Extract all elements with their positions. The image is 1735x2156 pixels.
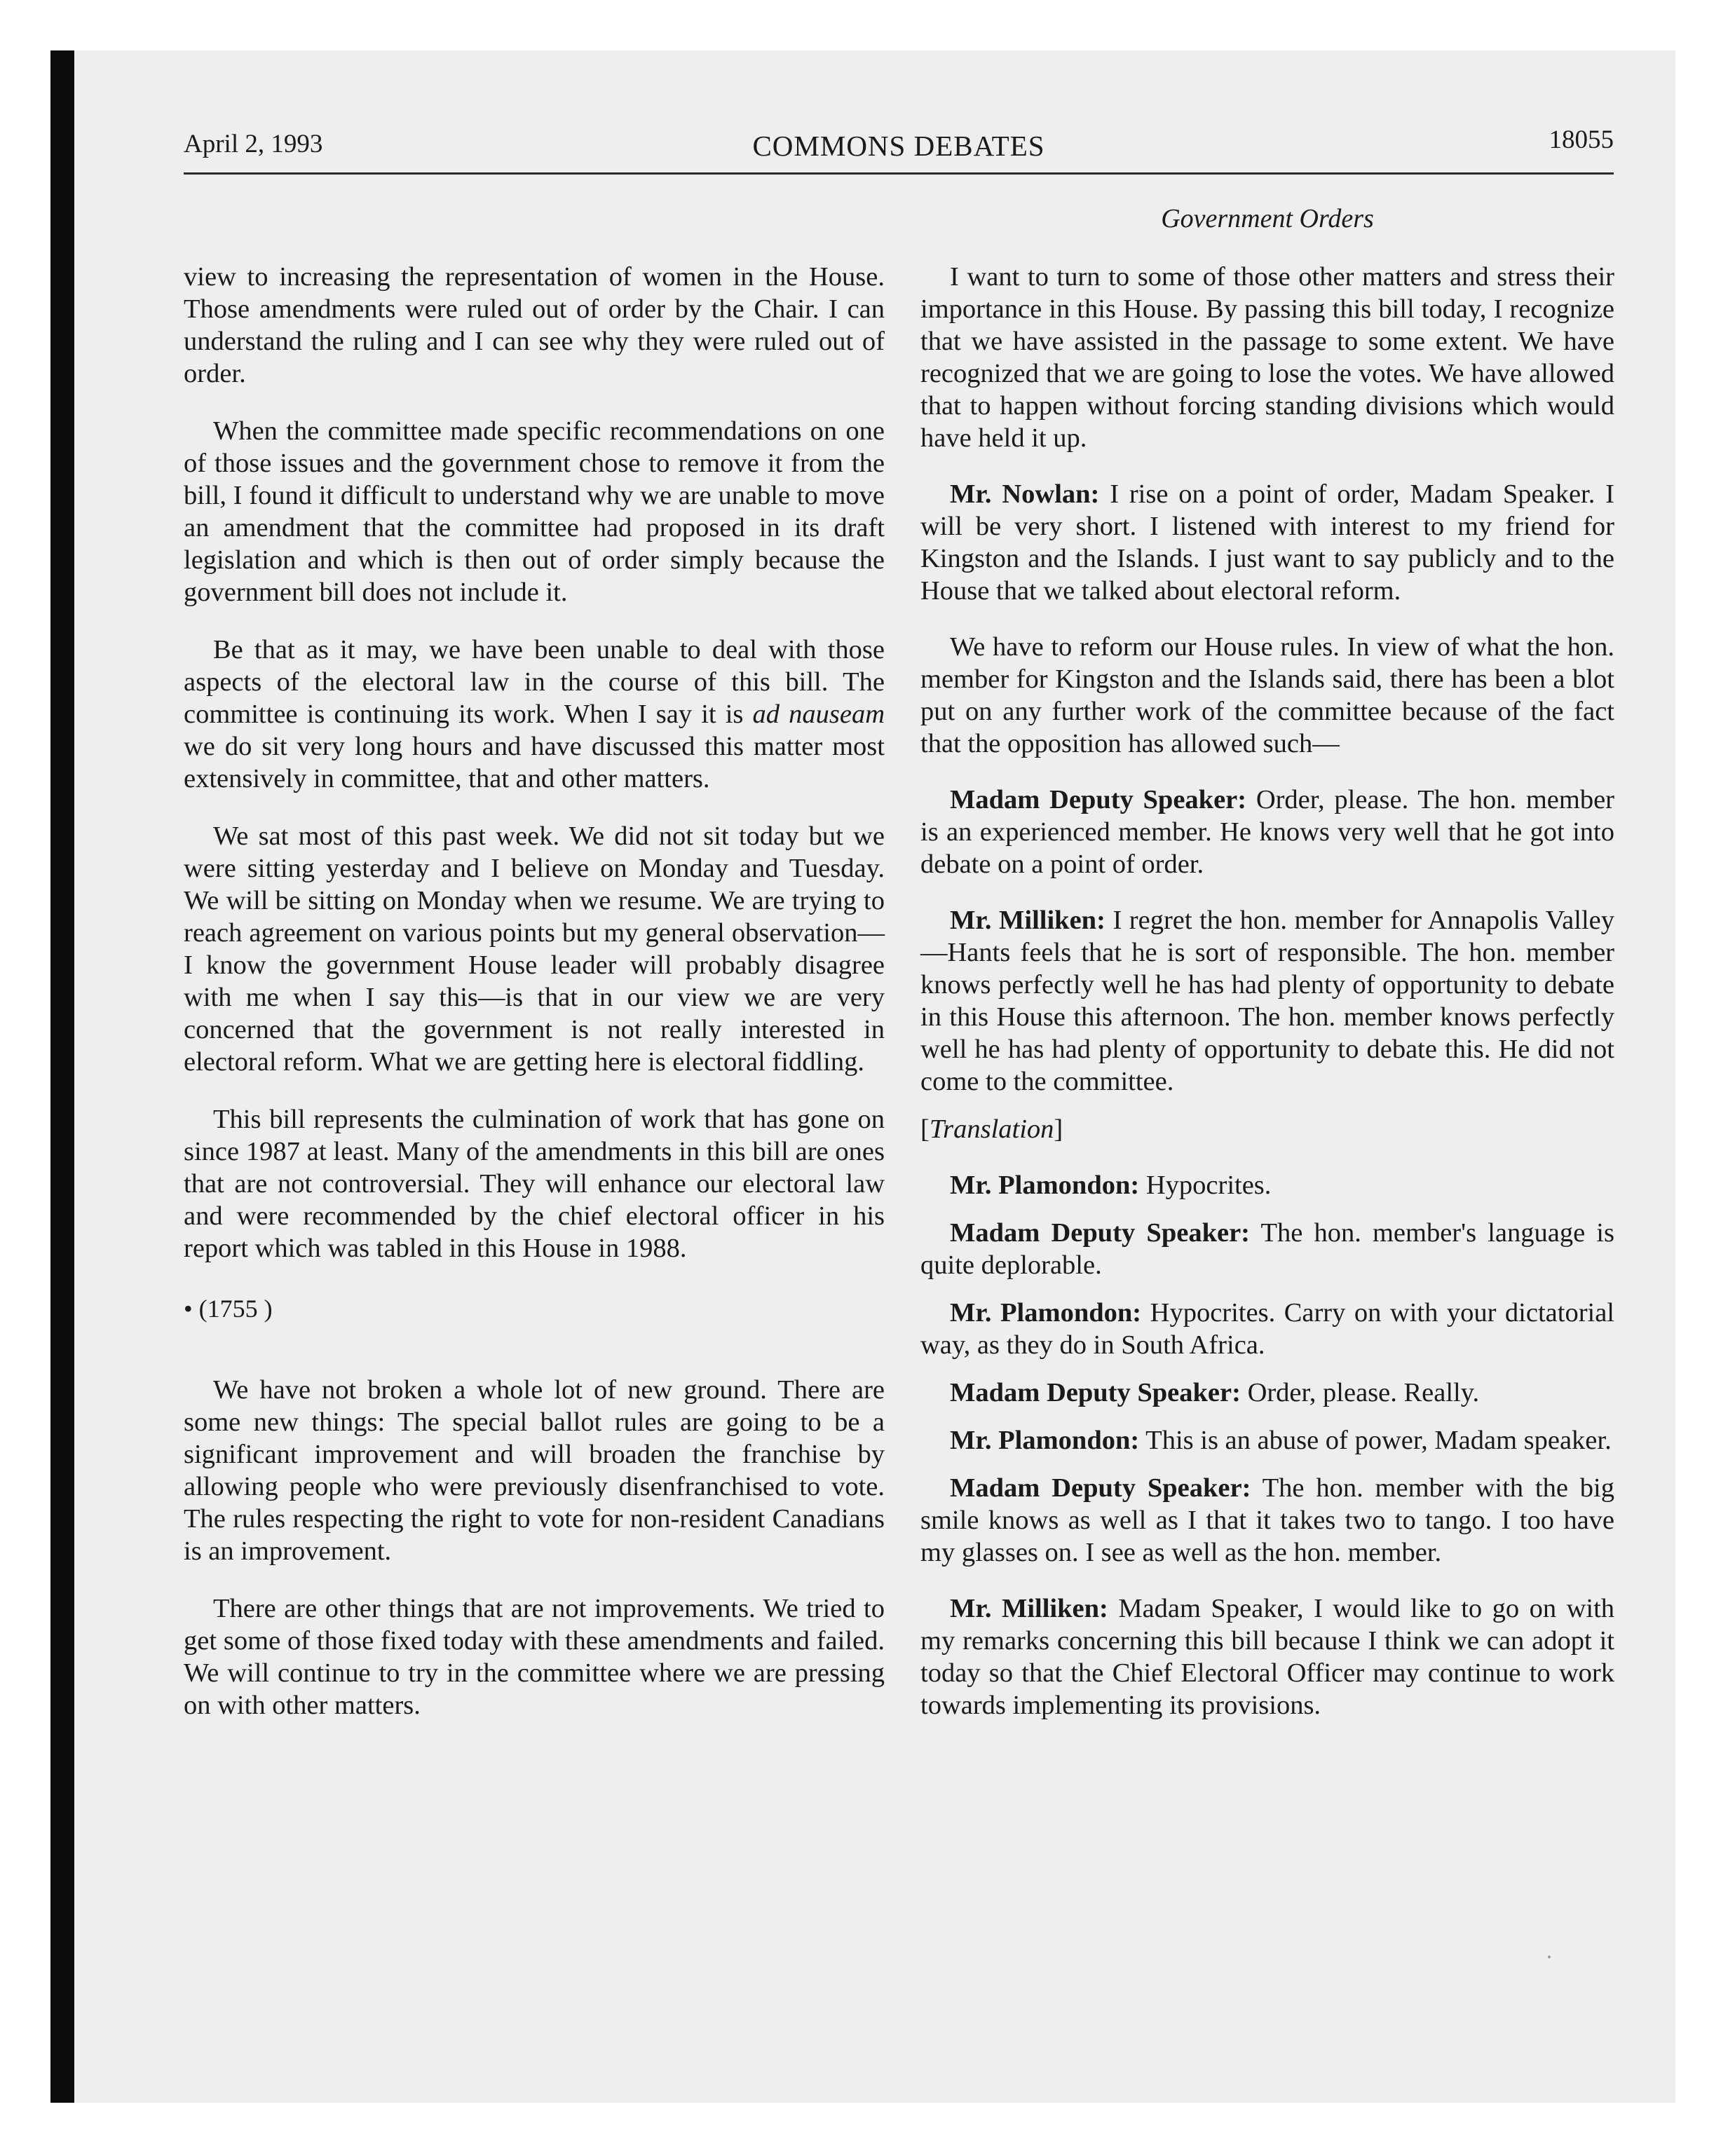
speech [920, 1169, 1614, 1201]
bracket: [ [920, 1114, 930, 1144]
speech-text: The hon. member with the big smile knows as well as I that it takes two to tango. I too have my glasses on. I see as well as the hon. member. [920, 1473, 1614, 1567]
speech-text: I regret the hon. member for Annapolis Valley—Hants feels that he is sort of responsible. The hon. member knows perfectly well he has had plenty of opportunity to debate in this House this afternoon. The hon. member knows perfectly well he has had plenty of opportunity to debate this. He did not come to the committee. [920, 906, 1614, 1096]
binding-edge [50, 50, 74, 2103]
speech [920, 784, 1614, 880]
speech [920, 904, 1614, 1098]
page-header [184, 123, 1614, 175]
speech [920, 478, 1614, 607]
translation-label: Translation [929, 1114, 1054, 1144]
left-column [184, 261, 885, 1745]
speech [920, 1377, 1614, 1409]
speaker-name: Mr. Plamondon: [950, 1426, 1140, 1455]
speech [920, 1217, 1614, 1281]
right-column [920, 261, 1614, 1745]
section-title: Government Orders [1161, 204, 1374, 233]
paragraph: I want to turn to some of those other matters and stress their importance in this House. By passing this bill today, I recognize that we have assisted in the passage to some extent. We have recognized that we are going to lose the votes. We have allowed that to happen without forcing standing divisions which would have held it up. [920, 262, 1614, 453]
paragraph-text: Be that as it may, we have been unable to deal with those aspects of the electoral law in the course of this bill. The committee is continuing its work. When I say it is [184, 635, 885, 729]
speech [920, 1592, 1614, 1721]
speaker-name: Mr. Plamondon: [950, 1171, 1140, 1200]
speech-text: I rise on a point of order, Madam Speaker. I will be very short. I listened with interest to my friend for Kingston and the Islands. I just want to say publicly and to the House that we talked about electoral reform. [920, 479, 1615, 606]
speaker-name: Mr. Milliken: [950, 1594, 1108, 1623]
speaker-name: Mr. Nowlan: [950, 479, 1100, 509]
paragraph: There are other things that are not improvements. We tried to get some of those fixed today with these amendments and failed. We will continue to try in the committee where we are pressing on with other matters. [184, 1594, 885, 1720]
paragraph: We have not broken a whole lot of new ground. There are some new things: The special ballot rules are going to be a significant improvement and will broaden the franchise by allowing people who were previously disenfranchised to vote. The rules respecting the right to vote for non-resident Canadians is an improvement. [184, 1375, 885, 1566]
scan-speck [1548, 1956, 1551, 1958]
timestamp-marker: • (1755 ) [184, 1295, 273, 1323]
speaker-name: Mr. Milliken: [950, 906, 1105, 935]
speech-text: The hon. member's language is quite deplorable. [920, 1218, 1614, 1280]
speech-text: Hypocrites. Carry on with your dictatorial way, as they do in South Africa. [920, 1298, 1615, 1360]
speaker-name: Madam Deputy Speaker: [950, 1378, 1241, 1407]
header-date: April 2, 1993 [184, 130, 323, 158]
speech-text: Order, please. Really. [1247, 1378, 1480, 1407]
paragraph: We have to reform our House rules. In view of what the hon. member for Kingston and the Islands said, there has been a blot put on any further work of the committee because of the fact that the opposition has allowed such— [920, 632, 1614, 758]
speaker-name: Madam Deputy Speaker: [950, 1473, 1251, 1503]
speech-text: Madam Speaker, I would like to go on with my remarks concerning this bill because I think we can adopt it today so that the Chief Electoral Officer may continue to work towards implementing its provisions. [920, 1594, 1615, 1720]
speech [920, 1297, 1614, 1361]
speech-text: Hypocrites. [1145, 1171, 1272, 1200]
speaker-name: Madam Deputy Speaker: [950, 785, 1247, 814]
paragraph [184, 634, 885, 795]
speech-text: This is an abuse of power, Madam speaker. [1145, 1426, 1612, 1455]
translation-marker [920, 1113, 1614, 1145]
latin-phrase: ad nauseam [752, 700, 885, 729]
paragraph: We sat most of this past week. We did not sit today but we were sitting yesterday and I believe on Monday and Tuesday. We will be sitting on Monday when we resume. We are trying to reach agreement on various points but my general observation—I know the government House leader will probably disagree with me when I say this—is that in our view we are very concerned that the government is not really interested in electoral reform. What we are getting here is electoral fiddling. [184, 821, 885, 1077]
speaker-name: Madam Deputy Speaker: [950, 1218, 1250, 1248]
speech [920, 1472, 1614, 1569]
header-title: COMMONS DEBATES [752, 130, 1045, 162]
page-number: 18055 [1549, 125, 1614, 154]
paragraph-text: we do sit very long hours and have discussed this matter most extensively in committee, that and other matters. [184, 732, 885, 793]
paragraph: view to increasing the representation of women in the House. Those amendments were ruled out of order by the Chair. I can understand the ruling and I can see why they were ruled out of order. [184, 262, 885, 388]
bracket: ] [1054, 1114, 1063, 1144]
speech-text: Order, please. The hon. member is an experienced member. He knows very well that he got into debate on a point of order. [920, 785, 1614, 879]
speaker-name: Mr. Plamondon: [950, 1298, 1142, 1328]
paragraph: This bill represents the culmination of work that has gone on since 1987 at least. Many of the amendments in this bill are ones that are not controversial. They will enhance our electoral law and were recommended by the chief electoral officer in his report which was tabled in this House in 1988. [184, 1105, 885, 1263]
speech [920, 1424, 1614, 1456]
paragraph: When the committee made specific recommendations on one of those issues and the government chose to remove it from the bill, I found it difficult to understand why we are unable to move an amendment that the committee had proposed in its draft legislation and which is then out of order simply because the government bill does not include it. [184, 416, 885, 607]
